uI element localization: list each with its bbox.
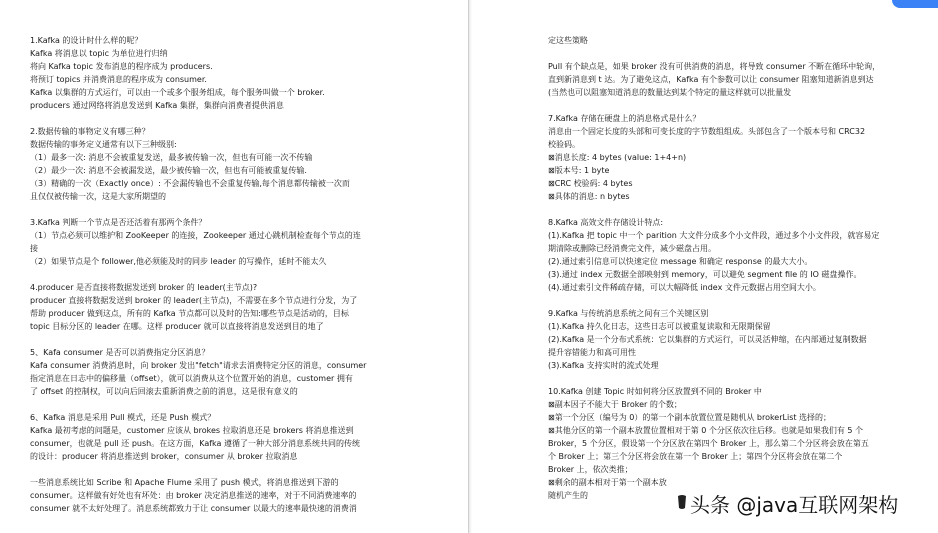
section-heading: 4.producer 是否直接将数据发送到 broker 的 leader(主节点)? (30, 283, 258, 292)
section (30, 411, 468, 463)
text-line: ⊠副本因子不能大于 Broker 的个数； (548, 400, 682, 409)
text-line: 数据传输的事务定义通常有以下三种级别: (30, 140, 177, 149)
section (30, 34, 468, 112)
right-page (470, 0, 938, 533)
section-heading: Pull 有个缺点是，如果 broker 没有可供消费的消息，将导致 consumer 不断在循环中轮询， (548, 62, 881, 71)
text-line: （2）最少一次: 消息不会被漏发送，最少被传输一次，但也有可能被重复传输. (30, 166, 307, 175)
text-line: Broker 上，依次类推； (548, 465, 633, 474)
text-line: 个 Broker 上；第三个分区将会放在第一个 Broker 上；第四个分区将会放在第二个 (548, 452, 843, 461)
text-line: topic 目标分区的 leader 在哪。这样 producer 就可以直接将消息发送到目的地了 (30, 322, 324, 331)
watermark: 头条 @java互联网架构 (690, 493, 899, 517)
text-line: （1）节点必须可以维护和 ZooKeeper 的连接，Zookeeper 通过心跳机制检查每个节点的连 (30, 231, 361, 240)
section (548, 34, 938, 47)
text-line: 将向 Kafka topic 发布消息的程序成为 producers. (30, 62, 213, 71)
section-heading: 8.Kafka 高效文件存储设计特点: (548, 218, 664, 227)
text-line: (当然也可以阻塞知道消息的数量达到某个特定的量这样就可以批量发 (548, 88, 792, 97)
section-heading: 10.Kafka 创建 Topic 时如何将分区放置到不同的 Broker 中 (548, 387, 762, 396)
text-line: 直到新消息到 t 达。为了避免这点，Kafka 有个参数可以让 consumer 阻塞知道新消息到达 (548, 75, 874, 84)
text-line: Broker，5 个分区，假设第一个分区放在第四个 Broker 上，那么第二个分区将会放在第五 (548, 439, 869, 448)
text-line: 提升容错能力和高可用性 (548, 348, 636, 357)
text-line: 了 offset 的控制权，可以向后回滚去重新消费之前的消息，这是很有意义的 (30, 387, 298, 396)
text-line: consumer。这样做有好处也有坏处：由 broker 决定消息推送的速率，对于不同消费速率的 (30, 491, 357, 500)
section-heading: 3.Kafka 判断一个节点是否还活着有那两个条件？ (30, 218, 207, 227)
section (548, 385, 938, 502)
text-line: 指定消息在日志中的偏移量（offset），就可以消费从这个位置开始的消息，customer 拥有 (30, 374, 353, 383)
left-page (0, 0, 468, 533)
text-line: ⊠CRC 校验码: 4 bytes (548, 179, 633, 188)
section (30, 476, 468, 515)
text-line: （1）最多一次: 消息不会被重复发送，最多被传输一次，但也有可能一次不传输 (30, 153, 313, 162)
toutiao-logo-icon (676, 492, 688, 512)
text-line: Kafka 将消息以 topic 为单位进行归纳 (30, 49, 168, 58)
text-line: （3）精确的一次（Exactly once）: 不会漏传输也不会重复传输,每个消息都传输被一次而 (30, 179, 350, 188)
text-line: producer 直接将数据发送到 broker 的 leader(主节点)，不需要在多个节点进行分发，为了 (30, 296, 358, 305)
text-line: (3).Kafka 支持实时的流式处理 (548, 361, 659, 370)
text-line: ⊠具体的消息: n bytes (548, 192, 630, 201)
text-line: 接 (30, 244, 38, 253)
text-line: 帮助 producer 做到这点，所有的 Kafka 节点都可以及时的告知:哪些节点是活动的，目标 (30, 309, 349, 318)
section-heading: 一些消息系统比如 Scribe 和 Apache Flume 采用了 push 模式，将消息推送到下游的 (30, 478, 339, 487)
text-line: (4).通过索引文件稀疏存储，可以大幅降低 index 文件元数据占用空间大小。 (548, 283, 821, 292)
text-line: ⊠消息长度: 4 bytes (value: 1+4+n) (548, 153, 687, 162)
text-line: Kafka 最初考虑的问题是，customer 应该从 brokes 拉取消息还是 brokers 将消息推送到 (30, 426, 354, 435)
section (30, 216, 468, 268)
text-line: 将预订 topics 并消费消息的程序成为 consumer. (30, 75, 207, 84)
text-line: ⊠其他分区的第一个副本放置位置相对于第 0 个分区依次往后移。也就是如果我们有 5 个 (548, 426, 864, 435)
section (548, 60, 938, 99)
section (30, 125, 468, 203)
section-heading: 5、Kafa consumer 是否可以消费指定分区消息？ (30, 348, 210, 357)
section-heading: 9.Kafka 与传统消息系统之间有三个关键区别 (548, 309, 709, 318)
section-heading: 6、Kafka 消息是采用 Pull 模式，还是 Push 模式？ (30, 413, 216, 422)
section (548, 216, 938, 294)
text-line: (3).通过 index 元数据全部映射到 memory，可以避免 segment file 的 IO 磁盘操作。 (548, 270, 862, 279)
text-line: 的设计：producer 将消息推送到 broker，consumer 从 broker 拉取消息 (30, 452, 298, 461)
text-line: consumer 就不太好处理了。消息系统都致力于让 consumer 以最大的速率最快速的消费消 (30, 504, 357, 513)
section-heading: 2.数据传输的事物定义有哪三种？ (30, 127, 150, 136)
text-line: (2).通过索引信息可以快速定位 message 和确定 response 的最大大小。 (548, 257, 813, 266)
text-line: 校验码。 (548, 140, 580, 149)
section (30, 346, 468, 398)
text-line: 期清除或删除已经消费完文件，减少磁盘占用。 (548, 244, 716, 253)
section (548, 307, 938, 372)
section (30, 281, 468, 333)
text-line: ⊠剩余的副本相对于第一个副本放 (548, 478, 667, 487)
section-heading: 7.Kafka 存储在硬盘上的消息格式是什么？ (548, 114, 701, 123)
text-line: 随机产生的 (548, 491, 588, 500)
text-line: Kafa consumer 消费消息时，向 broker 发出"fetch"请求去消费特定分区的消息，consumer (30, 361, 367, 370)
section (548, 112, 938, 203)
section-heading: 定这些策略 (548, 36, 588, 45)
text-line: 消息由一个固定长度的头部和可变长度的字节数组组成。头部包含了一个版本号和 CRC32 (548, 127, 866, 136)
text-line: producers 通过网络将消息发送到 Kafka 集群，集群向消费者提供消息 (30, 101, 284, 110)
text-line: ⊠第一个分区（编号为 0）的第一个副本放置位置是随机从 brokerList 选择的； (548, 413, 832, 422)
text-line: (1).Kafka 持久化日志，这些日志可以被重复读取和无限期保留 (548, 322, 771, 331)
text-line: ⊠版本号: 1 byte (548, 166, 610, 175)
text-line: consumer，也就是 pull 还 push。在这方面，Kafka 遵循了一种大部分消息系统共同的传统 (30, 439, 360, 448)
text-line: (2).Kafka 是一个分布式系统：它以集群的方式运行，可以灵活伸缩，在内部通过复制数据 (548, 335, 867, 344)
text-line: 且仅仅被传输一次，这是大家所期望的 (30, 192, 166, 201)
section-heading: 1.Kafka 的设计时什么样的呢？ (30, 36, 143, 45)
text-line: Kafka 以集群的方式运行，可以由一个或多个服务组成，每个服务叫做一个 broker. (30, 88, 325, 97)
text-line: （2）如果节点是个 follower,他必须能及时的同步 leader 的写操作，延时不能太久 (30, 257, 327, 266)
text-line: (1).Kafka 把 topic 中一个 parition 大文件分成多个小文件段，通过多个小文件段，就容易定 (548, 231, 880, 240)
